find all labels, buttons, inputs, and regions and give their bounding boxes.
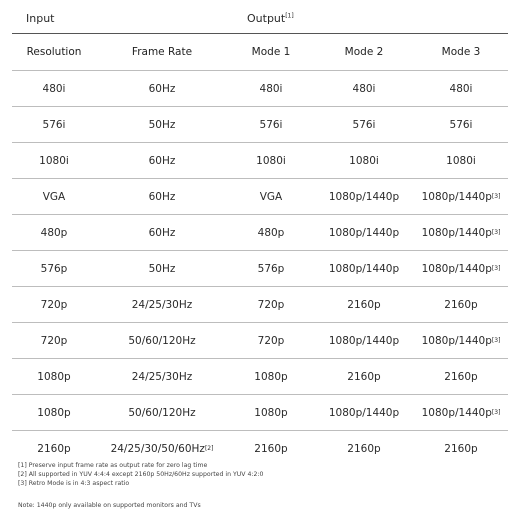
- table-cell: [314, 287, 414, 322]
- table-cell: [228, 359, 314, 394]
- table-cell: [96, 251, 228, 286]
- column-header-mode-1: Mode 1: [251, 46, 291, 58]
- table-cell: [96, 107, 228, 142]
- footnote-ref: [2]: [204, 445, 214, 452]
- table-cell: [96, 359, 228, 394]
- table-row: [12, 251, 508, 287]
- cell-text: 1080p/1440p: [328, 226, 400, 239]
- footnotes: [18, 461, 263, 488]
- cell-text: 1080p/1440p: [328, 262, 400, 275]
- cell-text: 1080p/1440p: [421, 226, 492, 239]
- cell-text: 480p: [40, 226, 68, 239]
- table-row: [12, 323, 508, 359]
- table-cell: [12, 251, 96, 286]
- cell-text: 480i: [449, 82, 473, 95]
- cell-text: 60Hz: [148, 82, 176, 95]
- cell-text: 2160p: [37, 442, 71, 455]
- table-cell: [12, 71, 96, 106]
- cell-text: 480i: [352, 82, 376, 95]
- footnote-ref: [3]: [491, 193, 501, 200]
- table-cell: [414, 359, 508, 394]
- cell-text: 1080p/1440p: [421, 190, 492, 203]
- cell-text: 1080p/1440p: [328, 406, 400, 419]
- column-header-frame-rate: Frame Rate: [131, 46, 193, 58]
- cell-text: 50Hz: [148, 262, 176, 275]
- table-cell: [228, 143, 314, 178]
- cell-text: 2160p: [444, 370, 478, 383]
- output-group-label: [247, 12, 294, 25]
- table-cell: [96, 71, 228, 106]
- table-cell: [96, 143, 228, 178]
- cell-text: 24/25/30Hz: [131, 298, 193, 311]
- cell-text: 60Hz: [148, 154, 176, 167]
- cell-text: 2160p: [347, 298, 381, 311]
- table-cell: [12, 107, 96, 142]
- input-group-label: Input: [26, 12, 55, 25]
- resolution-table: [12, 34, 508, 466]
- cell-text: 2160p: [254, 442, 288, 455]
- footnote-1: [1] Preserve input frame rate as output rate for zero lag time: [18, 462, 208, 469]
- cell-text: 720p: [40, 334, 68, 347]
- cell-text: 480i: [259, 82, 283, 95]
- table-cell: [228, 179, 314, 214]
- table-cell: [414, 143, 508, 178]
- table-top-header: [0, 0, 520, 34]
- table-cell: [314, 107, 414, 142]
- cell-text: 50/60/120Hz: [128, 334, 196, 347]
- output-footnote-ref: [1]: [285, 12, 294, 20]
- cell-text: 2160p: [347, 370, 381, 383]
- table-cell: [12, 323, 96, 358]
- table-cell: [414, 107, 508, 142]
- cell-text: 24/25/30Hz: [131, 370, 193, 383]
- cell-text: 2160p: [444, 442, 478, 455]
- table-row: [12, 107, 508, 143]
- cell-text: VGA: [259, 190, 283, 203]
- table-cell: [414, 251, 508, 286]
- table-cell: [12, 287, 96, 322]
- cell-text: 480p: [257, 226, 285, 239]
- cell-text: 576p: [257, 262, 285, 275]
- cell-text: 1080i: [349, 154, 379, 167]
- table-cell: [414, 395, 508, 430]
- column-header-mode-2: Mode 2: [344, 46, 384, 58]
- footnote-ref: [3]: [491, 337, 501, 344]
- cell-text: 1080p/1440p: [421, 262, 492, 275]
- cell-text: 576i: [449, 118, 473, 131]
- cell-text: 720p: [40, 298, 68, 311]
- cell-text: 1080p: [37, 406, 71, 419]
- cell-text: 576p: [40, 262, 68, 275]
- table-cell: [414, 215, 508, 250]
- cell-text: 2160p: [347, 442, 381, 455]
- cell-text: 24/25/30/50/60Hz: [110, 442, 205, 455]
- table-cell: [314, 71, 414, 106]
- cell-text: 576i: [42, 118, 66, 131]
- table-row: [12, 71, 508, 107]
- table-cell: [414, 71, 508, 106]
- cell-text: 50/60/120Hz: [128, 406, 196, 419]
- cell-text: 1080p: [254, 370, 288, 383]
- table-cell: [228, 71, 314, 106]
- cell-text: 1080p/1440p: [328, 334, 400, 347]
- table-cell: [96, 287, 228, 322]
- table-cell: [414, 287, 508, 322]
- cell-text: 1080i: [256, 154, 286, 167]
- table-cell: [314, 251, 414, 286]
- table-cell: [314, 431, 414, 466]
- cell-text: 1080p/1440p: [328, 190, 400, 203]
- table-row: [12, 143, 508, 179]
- table-cell: [314, 323, 414, 358]
- table-cell: [228, 323, 314, 358]
- table-cell: [314, 395, 414, 430]
- table-cell: [96, 179, 228, 214]
- table-cell: [314, 215, 414, 250]
- cell-text: 1080i: [39, 154, 69, 167]
- cell-text: VGA: [42, 190, 66, 203]
- table-cell: [96, 215, 228, 250]
- cell-text: 576i: [352, 118, 376, 131]
- table-row: [12, 179, 508, 215]
- table-cell: [96, 395, 228, 430]
- table-cell: [228, 107, 314, 142]
- cell-text: 60Hz: [148, 226, 176, 239]
- cell-text: 1080i: [446, 154, 476, 167]
- table-cell: [414, 323, 508, 358]
- table-cell: [414, 431, 508, 466]
- column-header-row: [12, 34, 508, 71]
- table-row: [12, 287, 508, 323]
- column-header-resolution: Resolution: [26, 46, 82, 58]
- cell-text: 1080p/1440p: [421, 406, 492, 419]
- cell-text: 1080p/1440p: [421, 334, 492, 347]
- table-cell: [12, 395, 96, 430]
- table-cell: [314, 143, 414, 178]
- table-cell: [12, 179, 96, 214]
- cell-text: 1080p: [37, 370, 71, 383]
- cell-text: 1080p: [254, 406, 288, 419]
- footnote-ref: [3]: [491, 265, 501, 272]
- footnote-ref: [3]: [491, 229, 501, 236]
- table-cell: [228, 251, 314, 286]
- cell-text: 720p: [257, 334, 285, 347]
- footnote-3: [3] Retro Mode is in 4:3 aspect ratio: [18, 480, 130, 487]
- cell-text: 2160p: [444, 298, 478, 311]
- table-cell: [314, 179, 414, 214]
- table-cell: [414, 179, 508, 214]
- table-cell: [12, 359, 96, 394]
- footnote-2: [2] All supported in YUV 4:4:4 except 2160p 50Hz/60Hz supported in YUV 4:2:0: [18, 471, 264, 478]
- table-cell: [228, 287, 314, 322]
- cell-text: 576i: [259, 118, 283, 131]
- table-cell: [314, 359, 414, 394]
- table-row: [12, 359, 508, 395]
- footnote-ref: [3]: [491, 409, 501, 416]
- monitor-note: Note: 1440p only available on supported monitors and TVs: [18, 502, 201, 509]
- cell-text: 480i: [42, 82, 66, 95]
- table-row: [12, 215, 508, 251]
- cell-text: 50Hz: [148, 118, 176, 131]
- output-group-text: Output: [247, 12, 286, 25]
- column-header-mode-3: Mode 3: [441, 46, 481, 58]
- table-cell: [96, 323, 228, 358]
- table-cell: [12, 215, 96, 250]
- cell-text: 60Hz: [148, 190, 176, 203]
- table-cell: [228, 215, 314, 250]
- table-row: [12, 395, 508, 431]
- table-cell: [228, 395, 314, 430]
- table-cell: [12, 143, 96, 178]
- cell-text: 720p: [257, 298, 285, 311]
